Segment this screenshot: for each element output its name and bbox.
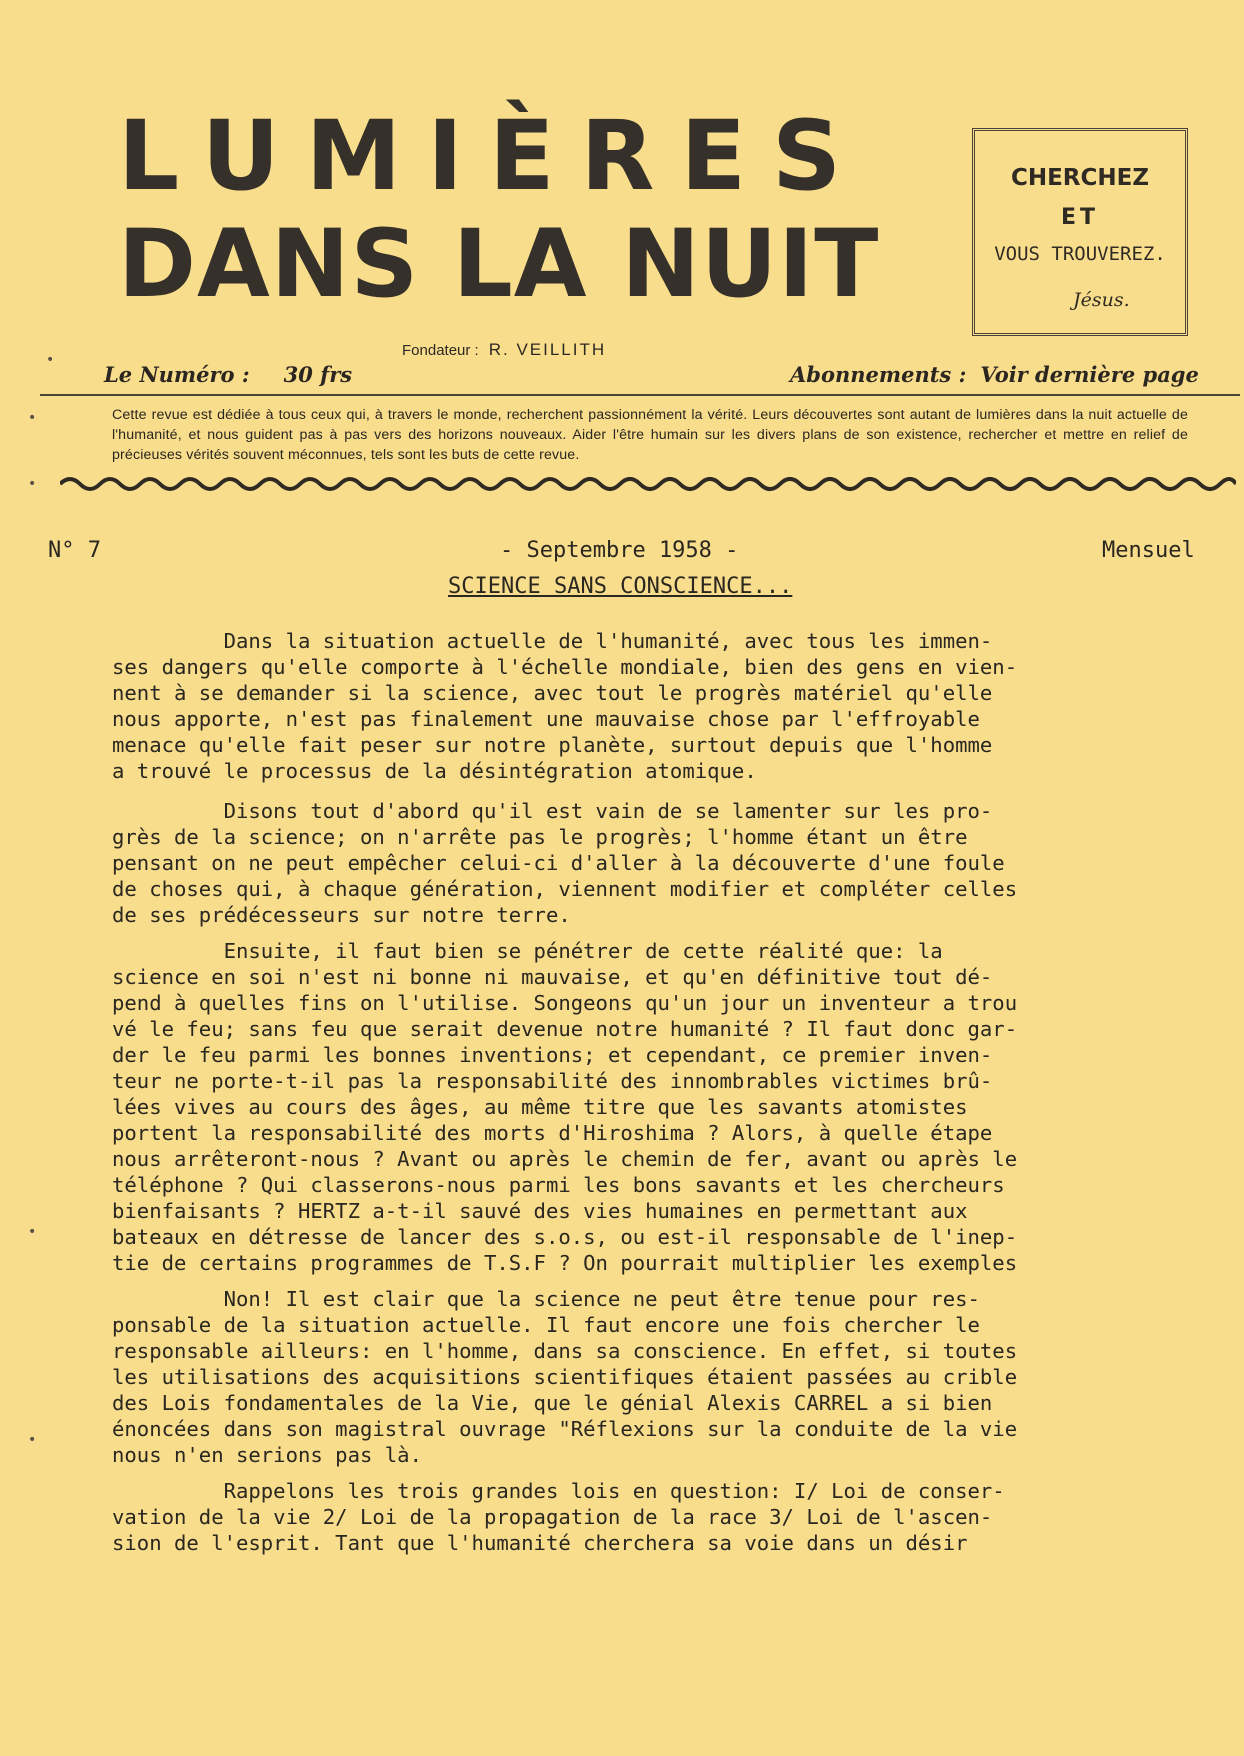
motto-line-3: VOUS TROUVEREZ. <box>994 243 1166 265</box>
issue-number: N° 7 <box>48 538 101 563</box>
margin-dot: • <box>28 1224 37 1240</box>
founder-label: Fondateur : <box>402 342 479 359</box>
subscription-value: Voir dernière page <box>980 362 1199 387</box>
issue-frequency: Mensuel <box>1102 538 1195 563</box>
article-paragraph: Ensuite, il faut bien se pénétrer de cette réalité que: la science en soi n'est ni bonne ni mauvaise, et qu'en définitive tout dé- pend à quelles fins on l'utilise. Songeons qu'un jour un inventeur a trou vé le feu; sans feu que serait devenue notre humanité ? Il faut donc gar- der le feu parmi les bonnes inventions; et cependant, ce premier inven- teur ne porte-t-il pas la responsabilité des innombrables victimes brû- lées vives au cours des âges, au même titre que les savants atomistes portent la responsabilité des morts d'Hiroshima ? Alors, à quelle étape nous arrêteront-nous ? Avant ou après le chemin de fer, avant ou après le téléphone ? Qui classerons-nous parmi les bons savants et les chercheurs bienfaisants ? HERTZ a-t-il sauvé des vies humaines en permettant aux bateaux en détresse de lancer des s.o.s, ou est-il responsable de l'inep- tie de certains programmes de T.S.F ? On pourrait multiplier les exemples <box>112 939 1018 1275</box>
issue-date: - Septembre 1958 - <box>500 538 739 563</box>
price-info <box>104 362 352 388</box>
wavy-divider <box>60 474 1236 494</box>
founder-name: R. VEILLITH <box>488 340 607 359</box>
article-title: SCIENCE SANS CONSCIENCE... <box>448 574 793 599</box>
motto-box <box>972 128 1188 336</box>
article-paragraph: Non! Il est clair que la science ne peut être tenue pour res- ponsable de la situation actuelle. Il faut encore une fois chercher le responsable ailleurs: en l'homme, dans sa conscience. En effet, si toutes les utilisations des acquisitions scientifiques étaient passées au crible des Lois fondamentales de la Vie, que le génial Alexis CARREL a si bien énoncées dans son magistral ouvrage "Réflexions sur la conduite de la vie nous n'en serions pas là. <box>112 1287 1018 1467</box>
price-value: 30 frs <box>283 362 353 387</box>
founder-line <box>402 340 606 360</box>
subscription-info <box>790 362 1199 388</box>
dedication-text: Cette revue est dédiée à tous ceux qui, à travers le monde, recherchent passionnément la vérité. Leurs découvertes sont autant de lumières dans la nuit actuelle de l'humanité, et nous guident pas à pas vers des horizons nouveaux. Aider l'être humain sur les divers plans de son existence, rechercher et mettre en relief de précieuses vérités souvent méconnues, tels sont les buts de cette revue. <box>112 407 1188 463</box>
article-paragraph: Dans la situation actuelle de l'humanité, avec tous les immen- ses dangers qu'elle comporte à l'échelle mondiale, bien des gens en vien- nent à se demander si la science, avec tout le progrès matériel qu'elle nous apporte, n'est pas finalement une mauvaise chose par l'effroyable menace qu'elle fait peser sur notre planète, surtout depuis que l'homme a trouvé le processus de la désintégration atomique. <box>112 629 1018 783</box>
margin-dot: • <box>28 1432 37 1448</box>
motto-line-1: CHERCHEZ <box>1010 165 1150 191</box>
margin-dot: • <box>46 352 55 368</box>
motto-line-2: ET <box>1060 205 1100 230</box>
subscription-label: Abonnements : <box>790 362 967 387</box>
motto-author: Jésus. <box>1073 289 1130 311</box>
masthead-title-line-1: LUMIÈRES <box>118 100 868 212</box>
masthead-title-line-2: DANS LA NUIT <box>118 210 880 319</box>
article-paragraph: Rappelons les trois grandes lois en question: I/ Loi de conser- vation de la vie 2/ Loi de la propagation de la race 3/ Loi de l'ascen- sion de l'esprit. Tant que l'humanité cherchera sa voie dans un désir <box>112 1479 1005 1555</box>
margin-dot: • <box>28 410 37 426</box>
margin-dot: • <box>28 476 37 492</box>
price-label: Le Numéro : <box>104 362 250 387</box>
article-paragraph: Disons tout d'abord qu'il est vain de se lamenter sur les pro- grès de la science; on n'arrête pas le progrès; l'homme étant un être pensant on ne peut empêcher celui-ci d'aller à la découverte d'une foule de choses qui, à chaque génération, viennent modifier et compléter celles de ses prédécesseurs sur notre terre. <box>112 799 1018 927</box>
divider-rule <box>40 394 1240 396</box>
